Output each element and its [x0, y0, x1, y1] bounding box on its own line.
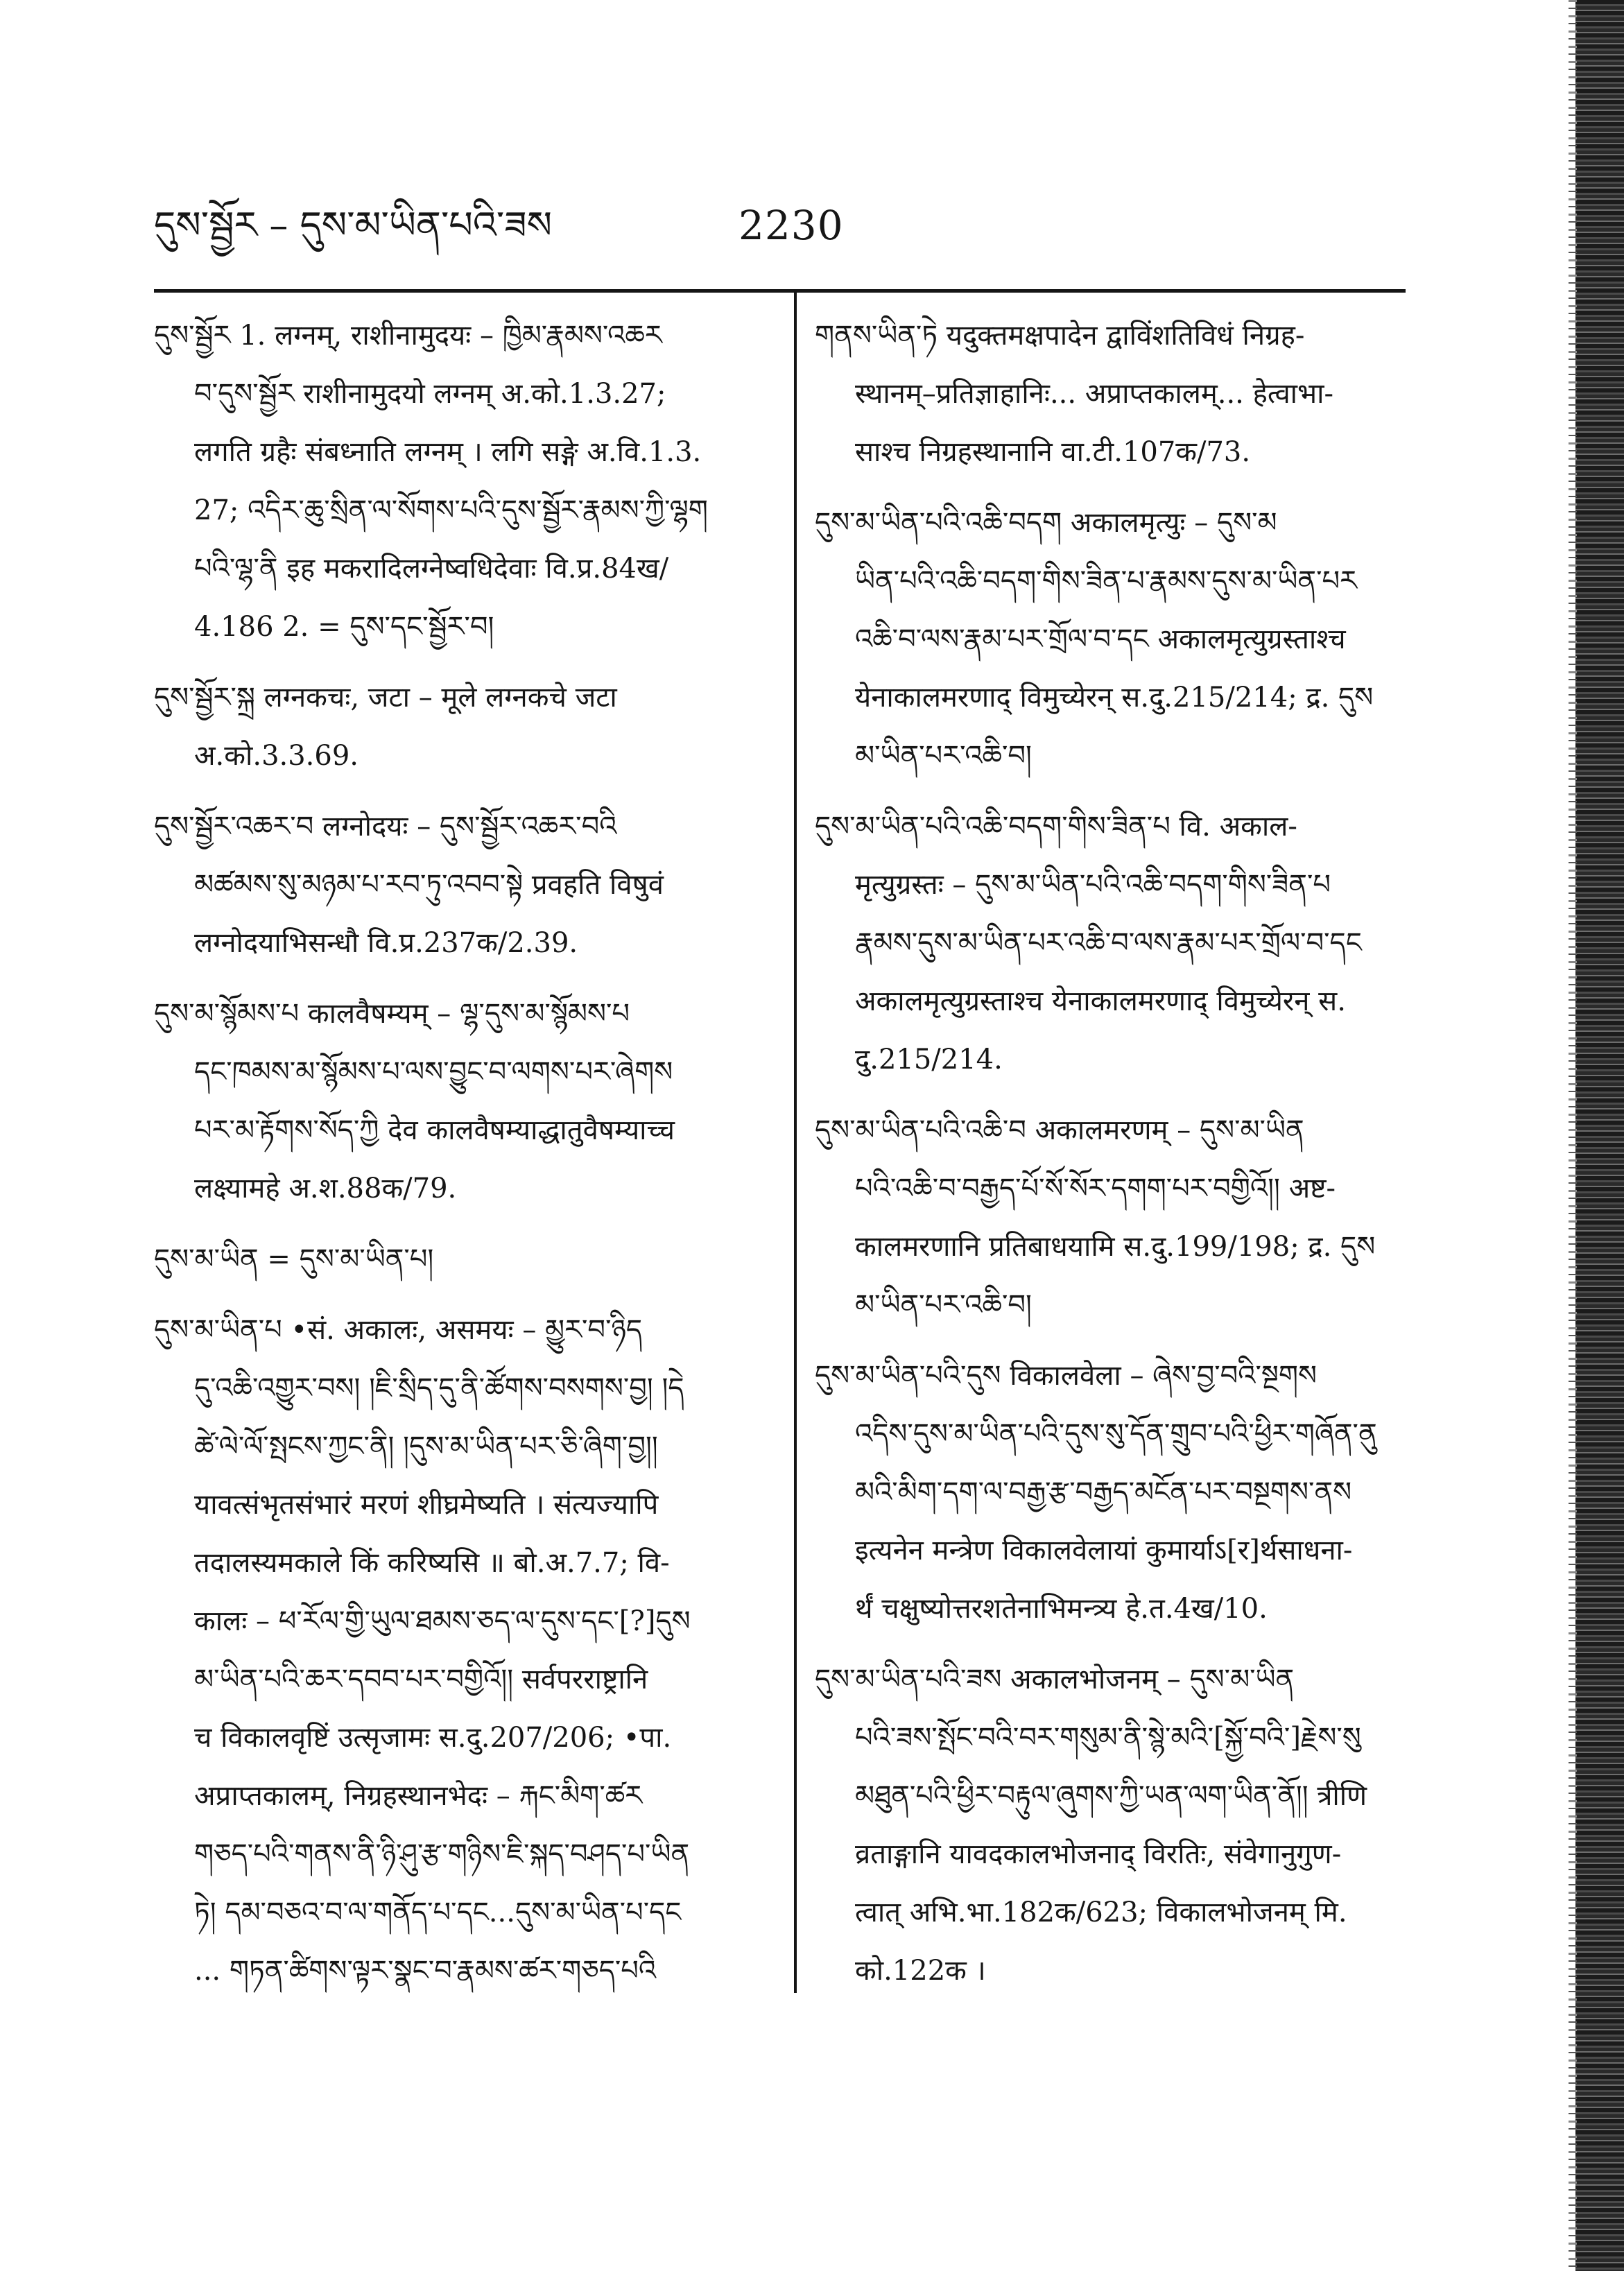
entry-line: མ་ཡིན་པར་འཆི་བ། [855, 1289, 1032, 1321]
entry-line: མཚམས་སུ་མཉམ་པ་རབ་ཏུ་འབབ་སྟེ प्रवहति विषुवं [194, 869, 664, 901]
entry-line: མའི་མིག་དག་ལ་བརྒྱ་རྩ་བརྒྱད་མངོན་པར་བསྔགས་ནས [855, 1476, 1352, 1508]
entry-line: དུས་མ་ཡིན་པའི་ཟས अकालभोजनम् – དུས་མ་ཡིན [815, 1664, 1295, 1695]
entry-line: འཆི་བ་ལས་རྣམ་པར་གྲོལ་བ་དང अकालमृत्युग्रस्ताश्च [855, 623, 1346, 655]
entry-line: པའི་ཟས་སྤོང་བའི་བར་གསུམ་ནི་སྙེ་མའི་[སྐྱོ་བའི་]རྗེས་སུ [855, 1722, 1361, 1754]
entry-line: པའི་འཆི་བ་བརྒྱད་པོ་སོ་སོར་དགག་པར་བགྱིའོ།། अष्ट- [855, 1173, 1336, 1204]
entry-line: དུས་སྦྱོར་འཆར་བ लग्नोदयः – དུས་སྦྱོར་འཆར་བའི [154, 811, 617, 843]
entry-line: དུས་མ་ཡིན་པའི་འཆི་བ अकालमरणम् – དུས་མ་ཡིན [815, 1114, 1304, 1146]
dictionary-entry [815, 306, 1404, 481]
dictionary-entry [154, 1230, 781, 1288]
entry-line: ... གཏན་ཚིགས་ལྟར་སྣང་བ་རྣམས་ཚར་གཅད་པའི [194, 1955, 657, 1987]
dictionary-entry [815, 1101, 1404, 1334]
entry-line: དུས་སྦྱོར་སྐྲ लग्नकचः, जटा – मूले लग्नकचे जटा [154, 682, 617, 714]
entry-line: 4.186 2. = དུས་དང་སྦྱོར་བ། [194, 611, 494, 643]
entry-line: यावत्संभृतसंभारं मरणं शीघ्रमेष्यति । संत्यज्यापि [194, 1489, 659, 1521]
scanned-page-edge [1575, 0, 1624, 2271]
entry-line: लक्ष्यामहे अ.श.88क/79. [194, 1173, 457, 1204]
entry-line: མཐུན་པའི་ཕྱིར་བརྟུལ་ཞུགས་ཀྱི་ཡན་ལག་ཡིན་ནོ།། त्रीणि [855, 1780, 1367, 1812]
dictionary-entry [154, 1301, 781, 2000]
entry-line: དུས་མ་ཡིན་པའི་འཆི་བདག་གིས་ཟིན་པ वि. अकाल- [815, 811, 1297, 843]
dictionary-entry [154, 668, 781, 785]
entry-line: अ.को.3.3.69. [194, 740, 359, 772]
entry-line: 27; འདིར་ཆུ་སྲིན་ལ་སོགས་པའི་དུས་སྦྱོར་རྣམས་ཀྱི་ལྷག [194, 494, 708, 526]
entry-line: दु.215/214. [855, 1044, 1003, 1076]
page-number: 2230 [738, 202, 844, 249]
entry-line: དུས་སྦྱོར 1. लग्नम्, राशीनामुदयः – ཁྱིམ་རྣམས་འཆར [154, 320, 662, 352]
entry-line: इत्यनेन मन्त्रेण विकालवेलायां कुमार्याऽ[र]र्थसाधना- [855, 1535, 1353, 1566]
entry-line: साश्च निग्रहस्थानानि वा.टी.107क/73. [855, 436, 1251, 468]
entry-line: त्वात् अभि.भा.182क/623; विकालभोजनम् मि. [855, 1897, 1347, 1928]
entry-line: གཅད་པའི་གནས་ནི་ཉི་ཤུ་རྩ་གཉིས་ཇི་སྐད་བཤད་པ་ཡིན [194, 1838, 690, 1870]
entry-line: རྣམས་དུས་མ་ཡིན་པར་འཆི་བ་ལས་རྣམ་པར་གྲོལ་བ་དང [855, 927, 1362, 959]
entry-line: अकालमृत्युग्रस्ताश्च येनाकालमरणाद् विमुच्येरन् स. [855, 985, 1346, 1017]
left-column [154, 306, 781, 2012]
entry-line: དུ་འཆི་འགྱུར་བས། །ཇི་སྲིད་དུ་ནི་ཚོགས་བསགས་བྱ། །དེ [194, 1372, 684, 1404]
header-rule [154, 289, 1406, 293]
entry-line: र्थं चक्षुष्योत्तरशतेनाभिमन्त्र्य हे.त.4ख/10. [855, 1593, 1268, 1625]
running-head: དུས་སྦྱོར – དུས་མ་ཡིན་པའི་ཟས [154, 203, 553, 247]
entry-line: ཡིན་པའི་འཆི་བདག་གིས་ཟིན་པ་རྣམས་དུས་མ་ཡིན་པར [855, 565, 1358, 597]
entry-line: कालमरणानि प्रतिबाधयामि स.दु.199/198; द्र. དུས [855, 1231, 1376, 1263]
entry-line: པའི་ལྷ་ནི इह मकरादिलग्नेष्वधिदेवाः वि.प्र.84ख/ [194, 553, 669, 585]
dictionary-entry [815, 797, 1404, 1089]
entry-line: པར་མ་རྟོགས་སོད་ཀྱི देव कालवैषम्याद्धातुवैषम्याच्च [194, 1114, 675, 1146]
entry-line: को.122क । [855, 1955, 986, 1987]
entry-line: येनाकालमरणाद् विमुच्येरन् स.दु.215/214; द्र. དུས [855, 682, 1374, 714]
dictionary-entry [154, 985, 781, 1218]
entry-line: मृत्युग्रस्तः – དུས་མ་ཡིན་པའི་འཆི་བདག་གིས་ཟིན་པ [855, 869, 1331, 901]
entry-line: स्थानम्–प्रतिज्ञाहानिः... अप्राप्तकालम्... हेत्वाभा- [855, 378, 1334, 410]
entry-line: དུས་མ་ཡིན་པའི་འཆི་བདག अकालमृत्युः – དུས་མ [815, 507, 1277, 539]
entry-line: དུས་མ་ཡིན = དུས་མ་ཡིན་པ། [154, 1243, 434, 1275]
entry-line: व्रताङ्गानि यावदकालभोजनाद् विरतिः, संवेगानुगुण- [855, 1838, 1342, 1870]
entry-line: तदालस्यमकाले किं करिष्यसि ॥ बो.अ.7.7; वि- [194, 1547, 670, 1579]
entry-line: अप्राप्तकालम्, निग्रहस्थानभेदः – རྐང་མིག་ཚར [194, 1780, 643, 1812]
right-column [815, 306, 1404, 2012]
dictionary-entry [154, 797, 781, 972]
entry-line: लग्नोदयाभिसन्धौ वि.प्र.237क/2.39. [194, 927, 578, 959]
entry-line: कालः – ཕ་རོལ་གྱི་ཡུལ་ཐམས་ཅད་ལ་དུས་དང་[?]དུས [194, 1605, 691, 1637]
entry-line: དུས་མ་ཡིན་པ •सं. अकालः, असमयः – མྱུར་བ་ཉིད [154, 1314, 643, 1346]
entry-line: ཏེ། དམ་བཅའ་བ་ལ་གནོད་པ་དང...དུས་མ་ཡིན་པ་དང [194, 1897, 682, 1928]
dictionary-entry [815, 494, 1404, 785]
entry-line: འདིས་དུས་མ་ཡིན་པའི་དུས་སུ་དོན་གྲུབ་པའི་ཕྱིར་གཞོན་ནུ [855, 1418, 1377, 1450]
entry-line: མ་ཡིན་པའི་ཆར་དབབ་པར་བགྱིའོ།། सर्वपरराष्ट्रानि [194, 1664, 648, 1695]
entry-line: लगति ग्रहैः संबध्नाति लग्नम् । लगि सङ्गे अ.वि.1.3. [194, 436, 702, 468]
entry-line: च विकालवृष्टिं उत्सृजामः स.दु.207/206; •पा. [194, 1722, 672, 1754]
entry-line: དུས་མ་སྙོམས་པ कालवैषम्यम् – ལྷ་དུས་མ་སྙོམས་པ [154, 998, 630, 1030]
dictionary-entry [154, 306, 781, 656]
entry-line: དང་ཁམས་མ་སྙོམས་པ་ལས་བྱུང་བ་ལགས་པར་ཞེགས [194, 1056, 673, 1088]
dictionary-entry [815, 1650, 1404, 2000]
entry-line: མ་ཡིན་པར་འཆི་བ། [855, 740, 1032, 772]
entry-line: གནས་ཡིན་ཏེ यदुक्तमक्षपादेन द्वाविंशतिविधं निग्रह- [815, 320, 1305, 352]
entry-line: བ་དུས་སྦྱོར राशीनामुदयो लग्नम् अ.को.1.3.27; [194, 378, 666, 410]
entry-line: དུས་མ་ཡིན་པའི་དུས विकालवेला – ཞེས་བྱ་བའི་སྔགས [815, 1360, 1318, 1392]
dictionary-entry [815, 1347, 1404, 1638]
entry-line: ཚེ་ལེ་ལོ་སྤངས་ཀྱང་ནི། །དུས་མ་ཡིན་པར་ཅི་ཞིག་བྱ།། [194, 1431, 658, 1462]
column-divider [794, 293, 797, 1993]
